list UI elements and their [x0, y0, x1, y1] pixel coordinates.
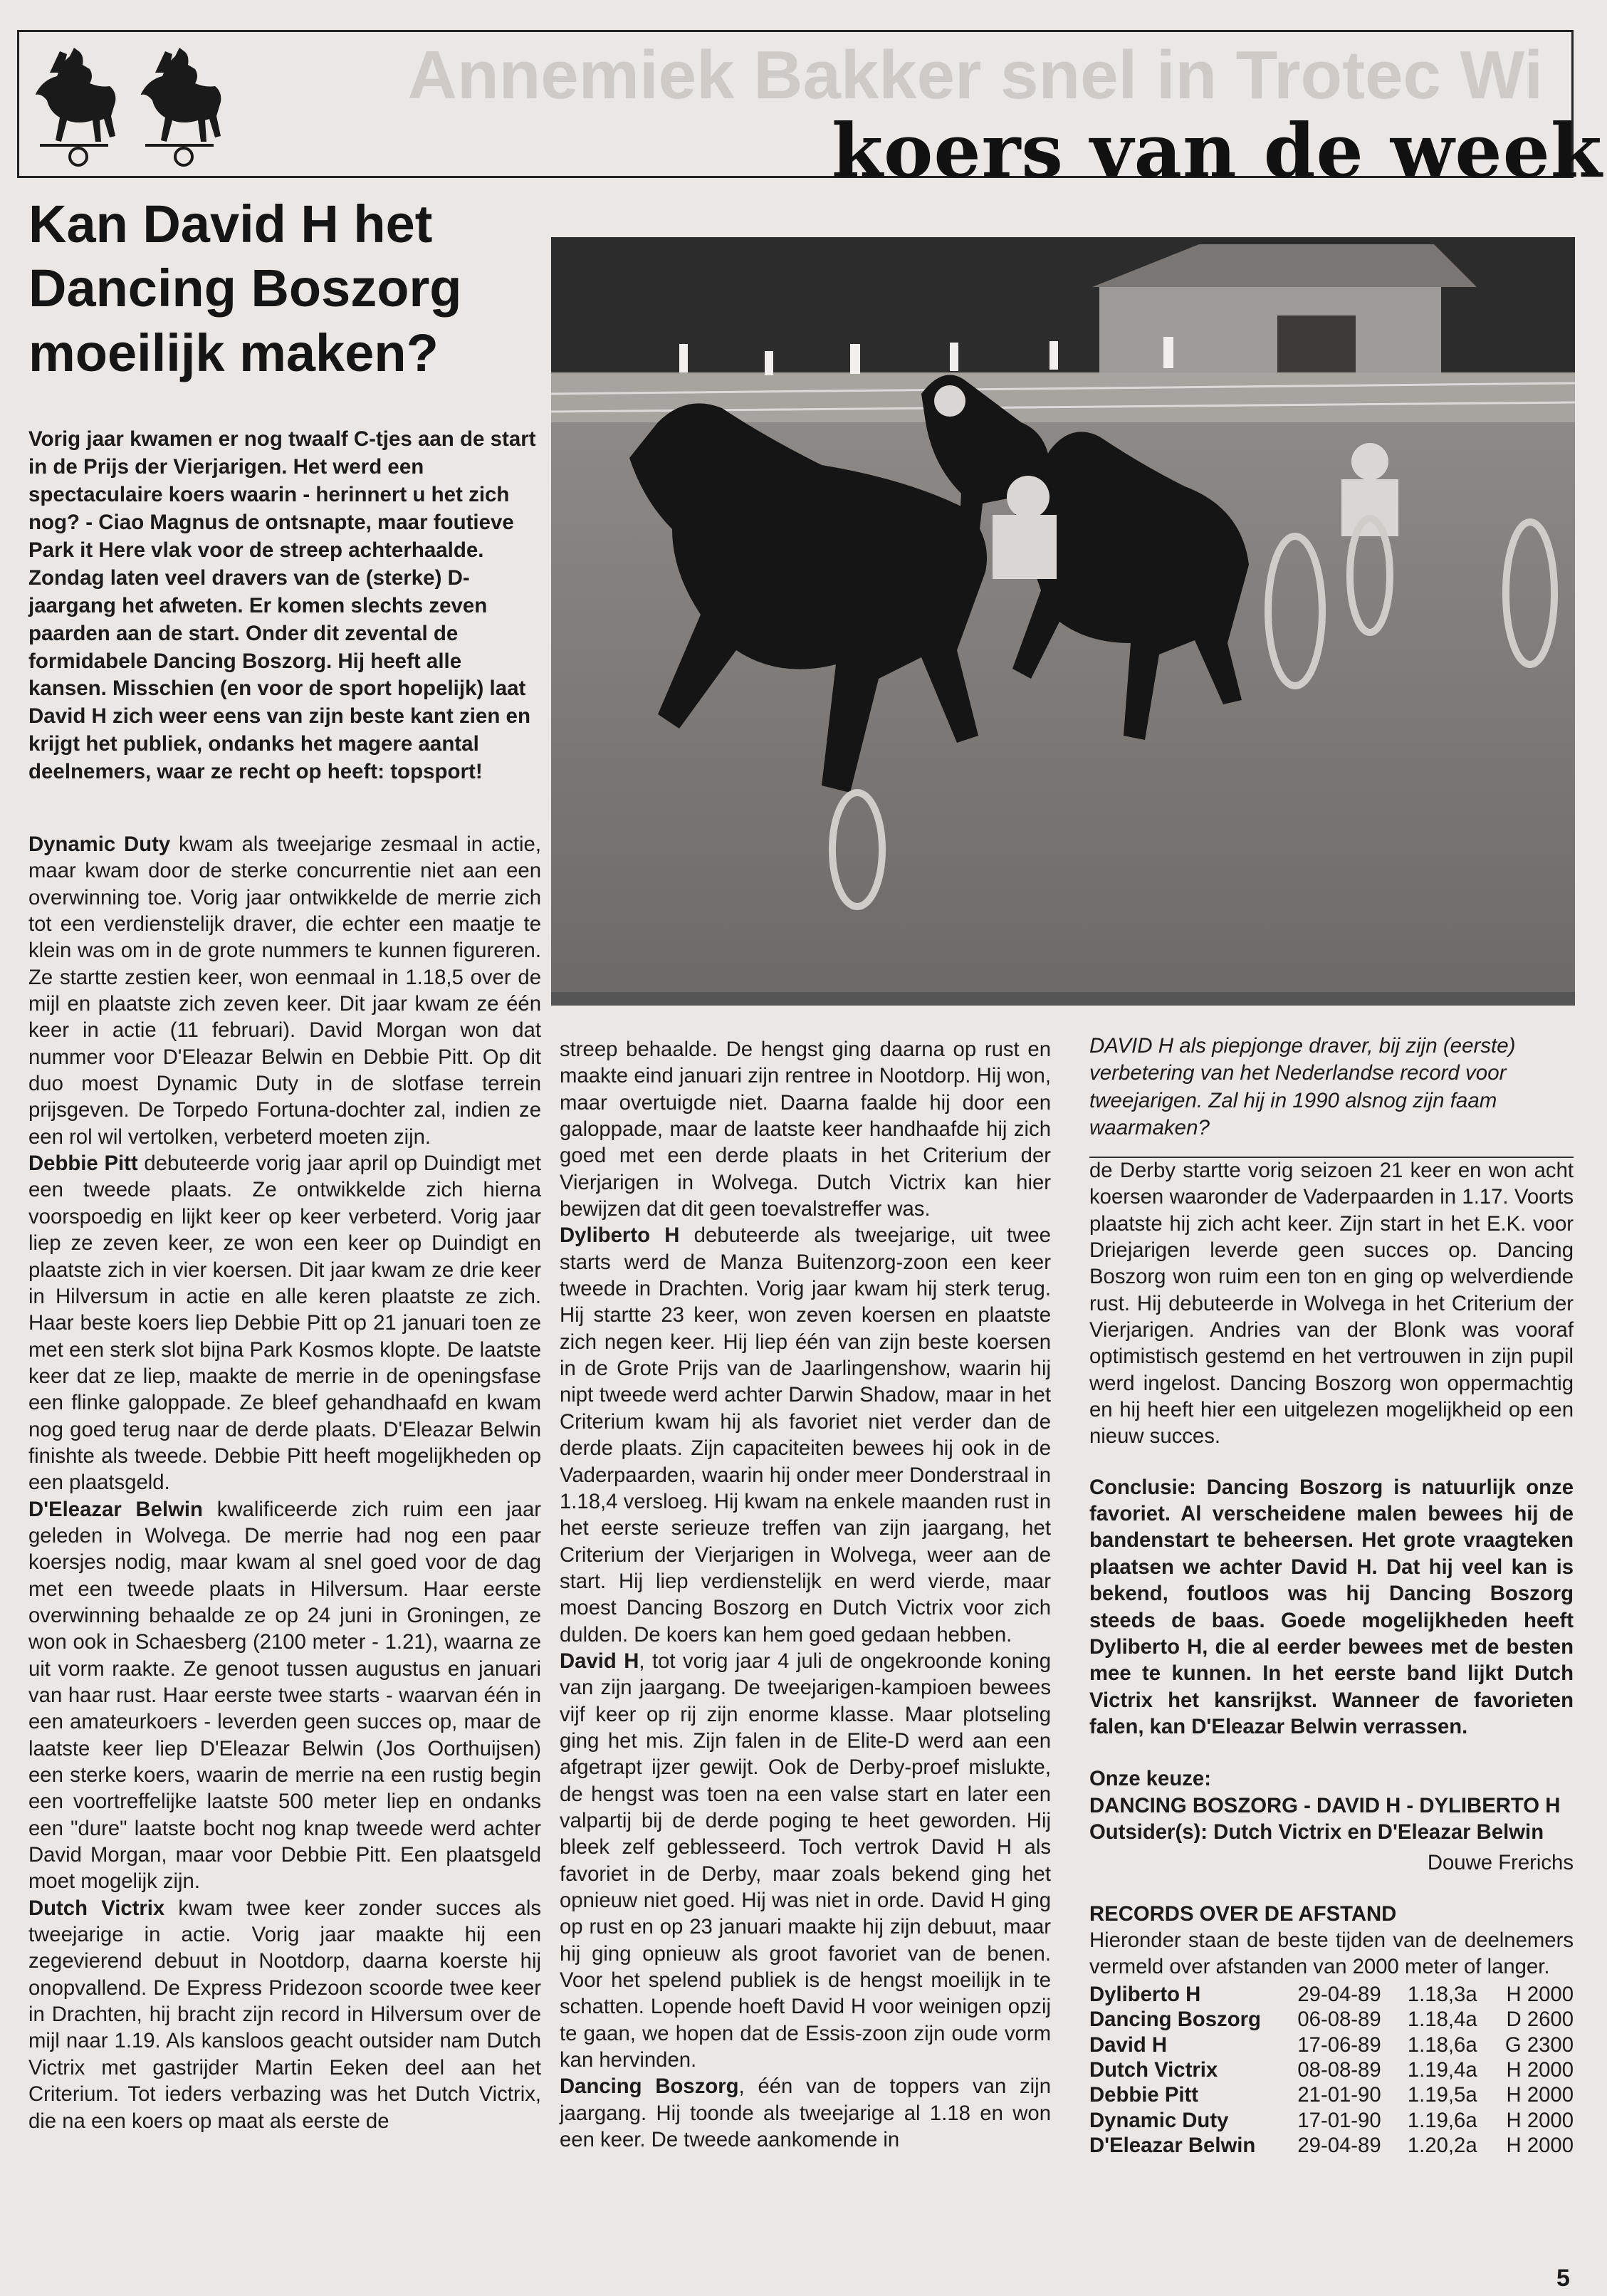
record-row: [1089, 2108, 1574, 2133]
record-dist: H 2000: [1506, 1982, 1574, 2006]
record-dist: G 2300: [1504, 2033, 1574, 2057]
horse-logo-left: [36, 48, 115, 165]
record-row: [1089, 2033, 1574, 2057]
paragraph-david-h: David H, tot vorig jaar 4 juli de ongekroonde koning van zijn jaargang. De tweejarigen-kampioen bewees vijf keer op rij zijn enorme klasse. Maar plotseling ging het mis. Zijn falen in de Elite-D werd aan een afgetrapt ijzer gewijt. Ook de Derby-proef mislukte, de hengst was toen na een valse start en later een valpartij bij de derde poging te heet geworden. Hij bleek zelf geblesseerd. Toch vertrok David H als favoriet in de Derby, maar zoals bekend ging het opnieuw niet goed. Hij was niet in orde. David H ging op rust en op 23 januari maakte hij zijn debuut, maar hij ging opnieuw als groot favoriet van de benen. Voor het spelend publiek is de hengst moeilijk in te schatten. Lopende hoeft David H voor weinigen opzij te gaan, we hopen dat de Essis-zoon zijn oude vorm kan hervinden.: [560, 1649, 1051, 2072]
record-name: D'Eleazar Belwin: [1089, 2134, 1256, 2158]
horse-name: Dyliberto H: [560, 1223, 680, 1248]
record-name: Dyliberto H: [1089, 1982, 1201, 2006]
record-dist: H 2000: [1506, 2108, 1574, 2132]
record-name: Debbie Pitt: [1089, 2083, 1199, 2107]
column-2: [560, 1036, 1051, 2153]
paragraph-dutch-victrix: Dutch Victrix kwam twee keer zonder succes als tweejarige in actie. Vorig jaar maakte hij een zegevierend debuut in Nootdorp, daarna koerste hij onopvallend. De Express Pridezoon scoorde twee keer in Drachten, hij bracht zijn record in Hilversum over de mijl naar 1.19. Als kansloos geacht outsider nam Dutch Victrix met gastrijder Martin Eeken deel aan het Criterium. Tot ieders verbazing was het Dutch Victrix, die na een koers op maat als eerste de: [28, 1896, 541, 2133]
record-date: 06-08-89: [1297, 2008, 1381, 2032]
race-photo: [551, 237, 1575, 1006]
record-row: [1089, 2057, 1574, 2082]
record-time: 1.19,6a: [1407, 2108, 1477, 2132]
record-name: David H: [1089, 2033, 1168, 2057]
record-time: 1.18,6a: [1407, 2033, 1477, 2057]
horse-name: D'Eleazar Belwin: [28, 1497, 203, 1521]
horse-name: David H: [560, 1649, 639, 1673]
horse-name: Dynamic Duty: [28, 833, 171, 856]
paragraph-victrix-continued: streep behaalde. De hengst ging daarna op rust en maakte eind januari zijn rentree in Nootdorp. Hij won, maar overtuigde niet. Daarna faalde hij door een galoppade, maar de laatste keer handhaafde hij zich goed met een derde plaats in het Criterium der Vierjarigen in Wolvega. Dutch Victrix kan hier bewijzen dat dit geen toevalstreffer was.: [560, 1038, 1051, 1221]
record-date: 29-04-89: [1297, 2134, 1381, 2158]
record-row: [1089, 2007, 1574, 2032]
records-intro: Hieronder staan de beste tijden van de deelnemers vermeld over afstanden van 2000 meter of langer.: [1089, 1928, 1574, 1979]
section-title: koers van de week: [832, 107, 1603, 194]
record-row: [1089, 1982, 1574, 2007]
column-1: [28, 831, 541, 2134]
records-table: [1089, 1982, 1574, 2159]
page-number: 5: [1556, 2265, 1570, 2292]
horse-name: Debbie Pitt: [28, 1152, 138, 1176]
record-dist: H 2000: [1506, 2134, 1574, 2158]
article-lead: Vorig jaar kwamen er nog twaalf C-tjes aan de start in de Prijs der Vierjarigen. Het werd een spectaculaire koers waarin - herinnert u het zich nog? - Ciao Magnus de ontsnapte, maar foutieve Park it Here vlak voor de streep achterhaalde. Zondag laten veel dravers van de (sterke) D-jaargang het afweten. Er komen slechts zeven paarden aan de start. Onder dit zevental de formidabele Dancing Boszorg. Hij heeft alle kansen. Misschien (en voor de sport hopelijk) laat David H zich weer eens van zijn beste kant zien en krijgt het publiek, ondanks het magere aantal deelnemers, waar ze recht op heeft: topsport!: [28, 427, 536, 784]
conclusion: Conclusie: Dancing Boszorg is natuurlijk onze favoriet. Al verscheidene malen bewees hij de bandenstart te beheersen. Het grote vraagteken plaatsen we achter David H. Dat hij veel kan is bekend, foutloos was hij Dancing Boszorg steeds de baas. Goede mogelijkheden heeft Dyliberto H, die al eerder bewees met de besten mee te kunnen. In het eerste band lijkt Dutch Victrix het kansrijkst. Wanneer de favorieten falen, kan D'Eleazar Belwin verrassen.: [1089, 1475, 1574, 1738]
record-date: 17-01-90: [1297, 2108, 1381, 2132]
paragraph-debbie-pitt: Debbie Pitt debuteerde vorig jaar april op Duindigt met een tweede plaats. Ze ontwikkelde zich hierna voorspoedig en lijkt keer op keer verbeterd. Vorig jaar liep ze zeven keer, ze won een keer op Duindigt en plaatste zich in vier koersen. Dit jaar kwam ze drie keer in Hilversum in actie en alle keren plaatste ze zich. Haar beste koers liep Debbie Pitt op 21 januari toen ze met een sterk slot bijna Park Kosmos klopte. De laatste keer dat ze liep, maakte de merrie in de openingsfase een flinke galoppade. Ze bleef gehandhaafd en kwam nog goed terug naar de derde plaats. D'Eleazar Belwin finishte als tweede. Debbie Pitt heeft mogelijkheden op een plaatsgeld.: [28, 1152, 541, 1495]
trotting-horses-logo: [28, 37, 235, 169]
record-time: 1.20,2a: [1407, 2134, 1477, 2158]
paragraph-dyliberto-h: Dyliberto H debuteerde als tweejarige, uit twee starts werd de Manza Buitenzorg-zoon een keer tweede in Drachten. Vorig jaar kwam hij sterk terug. Hij startte 23 keer, won zeven koersen en plaatste zich negen keer. Hij liep één van zijn beste koersen in de Grote Prijs van de Jaarlingenshow, waarin hij nipt tweede werd achter Darwin Shadow, maar in het Criterium kwam hij als favoriet niet verder dan de derde plaats. Zijn capaciteiten bewees hij ook in de Vaderpaarden, waarin hij onder meer Donderstraal in 1.18,4 versloeg. Hij kwam na enkele maanden rust in het eerste serieuze treffen van zijn jaargang, het Criterium der Vierjarigen in Wolvega, weer aan de start. Hij liep verdienstelijk en werd vierde, maar moest Dancing Boszorg en Dutch Victrix voor zich dulden. De koers kan hem goed gedaan hebben.: [560, 1223, 1051, 1647]
column-3: [1089, 1157, 1574, 2159]
record-date: 17-06-89: [1297, 2033, 1381, 2057]
pick-label: Onze keuze:: [1089, 1767, 1211, 1791]
record-time: 1.19,5a: [1407, 2083, 1477, 2107]
paragraph-dancing-boszorg: Dancing Boszorg, één van de toppers van zijn jaargang. Hij toonde als tweejarige al 1.18 en won een keer. De tweede aankomende in: [560, 2075, 1051, 2152]
record-time: 1.18,3a: [1407, 1982, 1477, 2006]
record-row: [1089, 2082, 1574, 2107]
record-row: [1089, 2133, 1574, 2158]
outsiders: Outsider(s): Dutch Victrix en D'Eleazar Belwin: [1089, 1820, 1544, 1844]
paragraph-dancing-continued: de Derby startte vorig seizoen 21 keer en won acht koersen waaronder de Vaderpaarden in 1.17. Voorts plaatste hij zich acht keer. Zijn start in het E.K. voor Driejarigen leverde geen succes op. Dancing Boszorg won ruim een ton en ging op welverdiende rust. Hij debuteerde in Wolvega in het Criterium der Vierjarigen. Andries van der Blonk was vooraf optimistisch gestemd en het vertrouwen in zijn pupil werd ingelost. Dancing Boszorg won oppermachtig en hij heeft hier een uitgelezen mogelijkheid op een nieuw succes.: [1089, 1159, 1574, 1449]
record-name: Dancing Boszorg: [1089, 2008, 1261, 2032]
record-name: Dynamic Duty: [1089, 2108, 1229, 2132]
paragraph-dynamic-duty: Dynamic Duty kwam als tweejarige zesmaal in actie, maar kwam door de sterke concurrentie niet aan een overwinning toe. Vorig jaar ontwikkelde de merrie zich tot een verdienstelijk draver, die echter een maatje te klein was om in de grote nummers te kunnen figureren. Ze startte zestien keer, won eenmaal in 1.18,5 over de mijl en plaatste zich zeven keer. Dit jaar kwam ze één keer in actie (11 februari). David Morgan won dat nummer voor D'Eleazar Belwin en Debbie Pitt. Op dit duo moest Dynamic Duty in de slotfase terrein prijsgeven. De Torpedo Fortuna-dochter zal, indien ze een rol wil vertolken, verbeterd moeten zijn.: [28, 833, 541, 1149]
record-time: 1.18,4a: [1407, 2008, 1477, 2032]
photo-caption: DAVID H als piepjonge draver, bij zijn (eerste) verbetering van het Nederlandse record voor tweejarigen. Zal hij in 1990 alsnog zijn faam waarmaken?: [1089, 1034, 1516, 1140]
record-dist: H 2000: [1506, 2057, 1574, 2082]
record-date: 29-04-89: [1297, 1982, 1381, 2006]
horse-logo-right: [141, 48, 221, 165]
author-byline: Douwe Frerichs: [1427, 1851, 1574, 1875]
record-name: Dutch Victrix: [1089, 2057, 1218, 2082]
article-headline: Kan David H het Dancing Boszorg moeilijk maken?: [28, 194, 462, 382]
record-date: 08-08-89: [1297, 2057, 1381, 2082]
record-dist: D 2600: [1506, 2008, 1574, 2032]
horse-name: Dancing Boszorg: [560, 2075, 739, 2099]
bleed-through-headline: Annemiek Bakker snel in Trotec Wi: [407, 37, 1543, 113]
pick-list: DANCING BOSZORG - DAVID H - DYLIBERTO H: [1089, 1793, 1561, 1817]
record-dist: H 2000: [1506, 2083, 1574, 2107]
horse-name: Dutch Victrix: [28, 1896, 165, 1920]
record-date: 21-01-90: [1297, 2083, 1381, 2107]
records-title: RECORDS OVER DE AFSTAND: [1089, 1901, 1397, 1926]
record-time: 1.19,4a: [1407, 2057, 1477, 2082]
paragraph-eleazar-belwin: D'Eleazar Belwin kwalificeerde zich ruim een jaar geleden in Wolvega. De merrie had nog een paar koersjes nodig, maar kwam al snel goed voor de dag met een tweede plaats in Hilversum. Haar eerste overwinning behaalde ze op 24 juni in Groningen, ze won ook in Schaesberg (2100 meter - 1.21), waarna ze uit vorm raakte. Ze genoot tussen augustus en januari van haar rust. Haar eerste twee starts - waarvan één in een amateurkoers - leverden geen succes op, maar de laatste keer liep D'Eleazar Belwin (Jos Oorthuijsen) een sterke koers, waarin de merrie na een rustig begin een voortreffelijke laatste 500 meter liep en ondanks een "dure" laatste bocht nog knap tweede werd achter David Morgan, maar voor Debbie Pitt. Een plaatsgeld moet mogelijk zijn.: [28, 1497, 541, 1894]
